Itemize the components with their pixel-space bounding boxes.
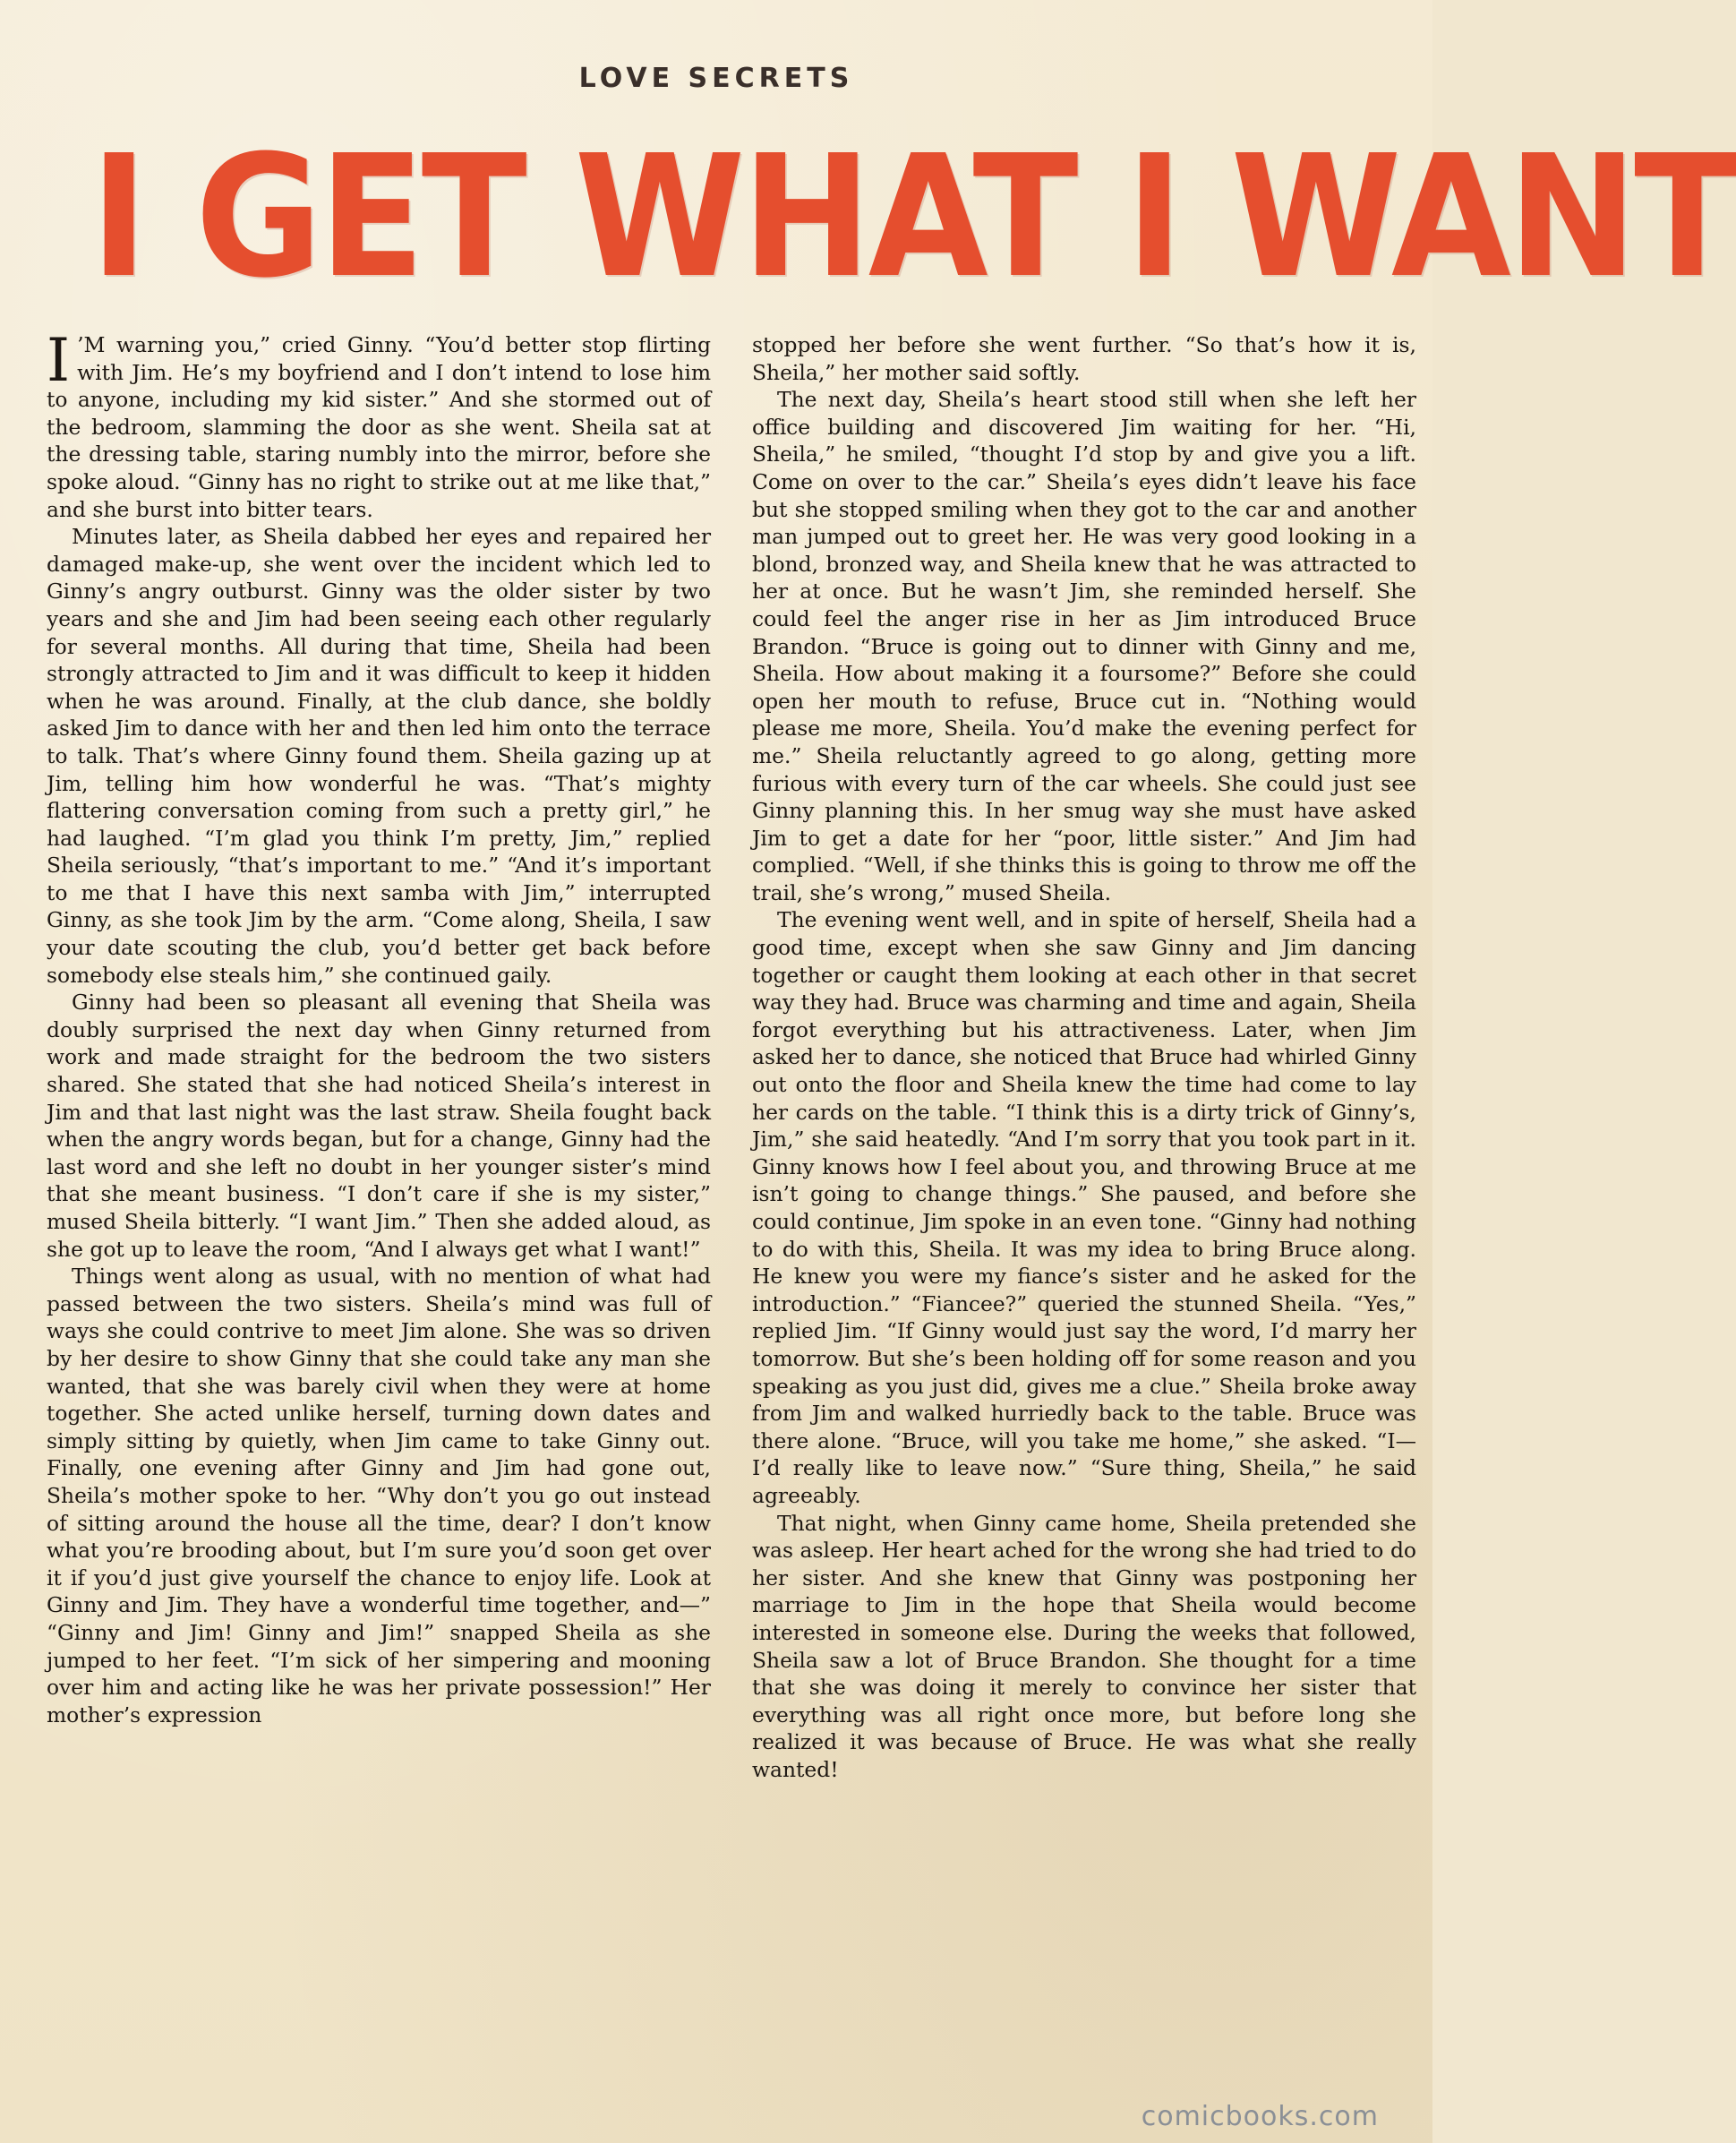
paragraph: The evening went well, and in spite of herself, Sheila had a good time, except when she saw Ginny and Jim dancing together or caught them looking at each other in that secret way they had. Bruce was charming and time and again, Sheila forgot everything but his attractiveness. Later, when Jim asked her to dance, she noticed that Bruce had whirled Ginny out onto the floor and Sheila knew the time had come to lay her cards on the table. “I think this is a dirty trick of Ginny’s, Jim,” she said heatedly. “And I’m sorry that you took part in it. Ginny knows how I feel about you, and throwing Bruce at me isn’t going to change things.” She paused, and before she could continue, Jim spoke in an even tone. “Ginny had nothing to do with this, Sheila. It was my idea to bring Bruce along. He knew you were my fiance’s sister and he asked for the introduction.” “Fiancee?” queried the stunned Sheila. “Yes,” replied Jim. “If Ginny would just say the word, I’d marry her tomorrow. But she’s been holding off for some reason and you speaking as you just did, gives me a clue.” Sheila broke away from Jim and walked hurriedly back to the table. Bruce was there alone. “Bruce, will you take me home,” she asked. “I—I’d really like to leave now.” “Sure thing, Sheila,” he said agreeably. <box>752 907 1416 1508</box>
paragraph-continued: stopped her before she went further. “So that’s how it is, Sheila,” her mother said softly. <box>752 332 1416 385</box>
right-column <box>752 331 1416 2015</box>
paragraph: That night, when Ginny came home, Sheila pretended she was asleep. Her heart ached for the wrong she had tried to do her sister. And she knew that Ginny was postponing her marriage to Jim in the hope that Sheila would become interested in someone else. During the weeks that followed, Sheila saw a lot of Bruce Brandon. She thought for a time that she was doing it merely to convince her sister that everything was all right once more, but before long she realized it was because of Bruce. He was what she really wanted! <box>752 1510 1416 1782</box>
paragraph-text: ’M warning you,” cried Ginny. “You’d better stop flirting with Jim. He’s my boyfriend and I don’t intend to lose him to anyone, including my kid sister.” And she stormed out of the bedroom, slamming the door as she went. Sheila sat at the dressing table, staring numbly into the mirror, before she spoke aloud. “Ginny has no right to strike out at me like that,” and she burst into bitter tears. <box>47 332 711 522</box>
magazine-header: LOVE SECRETS <box>578 63 854 94</box>
site-watermark: comicbooks.com <box>1141 2101 1379 2132</box>
paragraph: Ginny had been so pleasant all evening that Sheila was doubly surprised the next day when Ginny returned from work and made straight for the bedroom the two sisters shared. She stated that she had noticed Sheila’s interest in Jim and that last night was the last straw. Sheila fought back when the angry words began, but for a change, Ginny had the last word and she left no doubt in her younger sister’s mind that she meant business. “I don’t care if she is my sister,” mused Sheila bitterly. “I want Jim.” Then she added aloud, as she got up to leave the room, “And I always get what I want!” <box>47 990 711 1262</box>
paragraph: Things went along as usual, with no mention of what had passed between the two sisters. Sheila’s mind was full of ways she could contrive to meet Jim alone. She was so driven by her desire to show Ginny that she could take any man she wanted, that she was barely civil when they were at home together. She acted unlike herself, turning down dates and simply sitting by quietly, when Jim came to take Ginny out. Finally, one evening after Ginny and Jim had gone out, Sheila’s mother spoke to her. “Why don’t you go out instead of sitting around the house all the time, dear? I don’t know what you’re brooding about, but I’m sure you’d soon get over it if you’d just give yourself the chance to enjoy life. Look at Ginny and Jim. They have a wonderful time together, and—” “Ginny and Jim! Ginny and Jim!” snapped Sheila as she jumped to her feet. “I’m sick of her simpering and mooning over him and acting like he was her private possession!” Her mother’s expression <box>47 1264 711 1727</box>
paragraph: The next day, Sheila’s heart stood still when she left her office building and discovered Jim waiting for her. “Hi, Sheila,” he smiled, “thought I’d stop by and give you a lift. Come on over to the car.” Sheila’s eyes didn’t leave his face but she stopped smiling when they got to the car and another man jumped out to greet her. He was very good looking in a blond, bronzed way, and Sheila knew that he was attracted to her at once. But he wasn’t Jim, she reminded herself. She could feel the anger rise in her as Jim introduced Bruce Brandon. “Bruce is going out to dinner with Ginny and me, Sheila. How about making it a foursome?” Before she could open her mouth to refuse, Bruce cut in. “Nothing would please me more, Sheila. You’d make the evening perfect for me.” Sheila reluctantly agreed to go along, getting more furious with every turn of the car wheels. She could just see Ginny planning this. In her smug way she must have asked Jim to get a date for her “poor, little sister.” And Jim had complied. “Well, if she thinks this is going to throw me off the trail, she’s wrong,” mused Sheila. <box>752 387 1416 905</box>
paragraph <box>47 326 711 523</box>
story-title: I GET WHAT I WANT <box>90 119 1736 315</box>
drop-cap: I <box>47 326 71 395</box>
story-columns <box>47 326 1416 2015</box>
paragraph: Minutes later, as Sheila dabbed her eyes and repaired her damaged make-up, she went over the incident which led to Ginny’s angry outburst. Ginny was the older sister by two years and she and Jim had been seeing each other regularly for several months. All during that time, Sheila had been strongly attracted to Jim and it was difficult to keep it hidden when he was around. Finally, at the club dance, she boldly asked Jim to dance with her and then led him onto the terrace to talk. That’s where Ginny found them. Sheila gazing up at Jim, telling him how wonderful he was. “That’s mighty flattering conversation coming from such a pretty girl,” he had laughed. “I’m glad you think I’m pretty, Jim,” replied Sheila seriously, “that’s important to me.” “And it’s important to me that I have this next samba with Jim,” interrupted Ginny, as she took Jim by the arm. “Come along, Sheila, I saw your date scouting the club, you’d better get back before somebody else steals him,” she continued gaily. <box>47 524 711 988</box>
left-column <box>47 326 711 2015</box>
